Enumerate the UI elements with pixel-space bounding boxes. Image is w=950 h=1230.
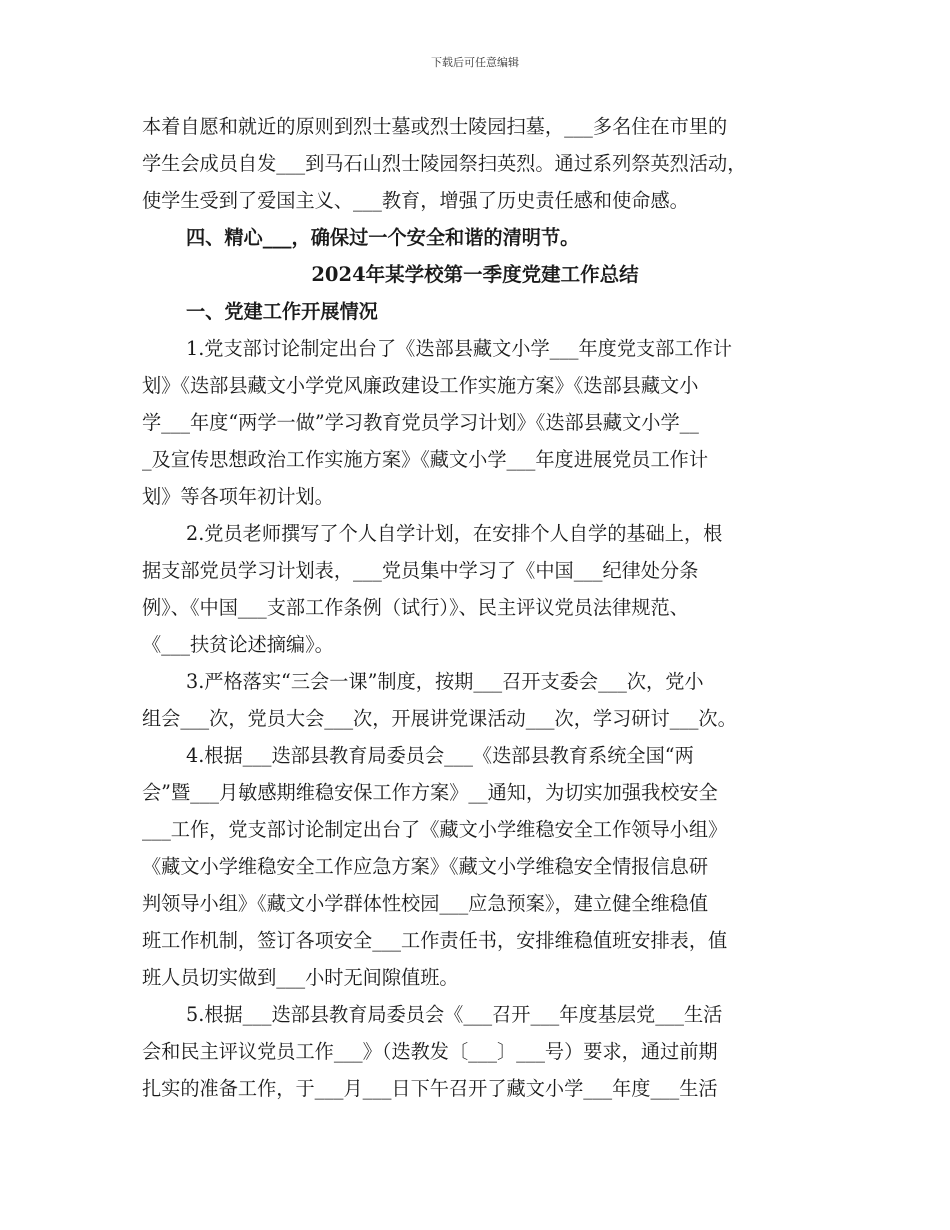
paragraph-line: _及宣传思想政治工作实施方案》《藏文小学___年度进展党员工作计 bbox=[142, 448, 709, 471]
paragraph-line: 扎实的准备工作，于___月___日下午召开了藏文小学___年度___生活 bbox=[142, 1077, 718, 1100]
paragraph-line: 例》、《中国___支部工作条例（试行）》、民主评议党员法律规范、 bbox=[142, 596, 689, 619]
paragraph-line: 班工作机制，签订各项安全___工作责任书，安排维稳值班安排表，值 bbox=[142, 929, 728, 952]
section-heading: 一、党建工作开展情况 bbox=[186, 300, 378, 323]
paragraph-line: 班人员切实做到___小时无间隙值班。 bbox=[142, 966, 459, 989]
paragraph-line: 使学生受到了爱国主义、___教育，增强了历史责任感和使命感。 bbox=[142, 189, 689, 212]
paragraph-line: 会和民主评议党员工作___》（迭教发〔___〕___号）要求，通过前期 bbox=[142, 1040, 718, 1063]
paragraph-line: 组会___次，党员大会___次，开展讲党课活动___次，学习研讨___次。 bbox=[142, 707, 737, 730]
paragraph-line: 本着自愿和就近的原则到烈士墓或烈士陵园扫墓，___多名住在市里的 bbox=[142, 115, 728, 138]
document-title: 2024年某学校第一季度党建工作总结 bbox=[311, 263, 639, 286]
page-header: 下载后可任意编辑 bbox=[431, 56, 519, 69]
paragraph-line: 学___年度“两学一做”学习教育党员学习计划》《迭部县藏文小学__ bbox=[142, 411, 699, 434]
paragraph-line: 《___扶贫论述摘编》。 bbox=[142, 633, 334, 656]
paragraph-line: 学生会成员自发___到马石山烈士陵园祭扫英烈。通过系列祭英烈活动， bbox=[142, 152, 747, 175]
paragraph-line: 判领导小组》《藏文小学群体性校园___应急预案》，建立健全维稳值 bbox=[142, 892, 709, 915]
paragraph-line: 划》《迭部县藏文小学党风廉政建设工作实施方案》《迭部县藏文小 bbox=[142, 374, 699, 397]
paragraph-line: 3.严格落实“三会一课”制度，按期___召开支委会___次，党小 bbox=[186, 670, 704, 693]
paragraph-line: 会”暨___月敏感期维稳安保工作方案》__通知，为切实加强我校安全 bbox=[142, 781, 718, 804]
paragraph-line: 据支部党员学习计划表，___党员集中学习了《中国___纪律处分条 bbox=[142, 559, 699, 582]
paragraph-line: 5.根据___迭部县教育局委员会《___召开___年度基层党___生活 bbox=[186, 1003, 723, 1026]
paragraph-line: 1.党支部讨论制定出台了《迭部县藏文小学___年度党支部工作计 bbox=[186, 337, 732, 360]
paragraph-line: 《藏文小学维稳安全工作应急方案》《藏文小学维稳安全情报信息研 bbox=[142, 855, 709, 878]
paragraph-line: ___工作，党支部讨论制定出台了《藏文小学维稳安全工作领导小组》 bbox=[142, 818, 728, 841]
paragraph-line: 2.党员老师撰写了个人自学计划，在安排个人自学的基础上，根 bbox=[186, 522, 723, 545]
paragraph-line: 划》等各项年初计划。 bbox=[142, 485, 334, 508]
document-body bbox=[142, 108, 808, 1107]
paragraph-line: 4.根据___迭部县教育局委员会___《迭部县教育系统全国“两 bbox=[186, 744, 694, 767]
section-heading: 四、精心___，确保过一个安全和谐的清明节。 bbox=[186, 226, 580, 249]
